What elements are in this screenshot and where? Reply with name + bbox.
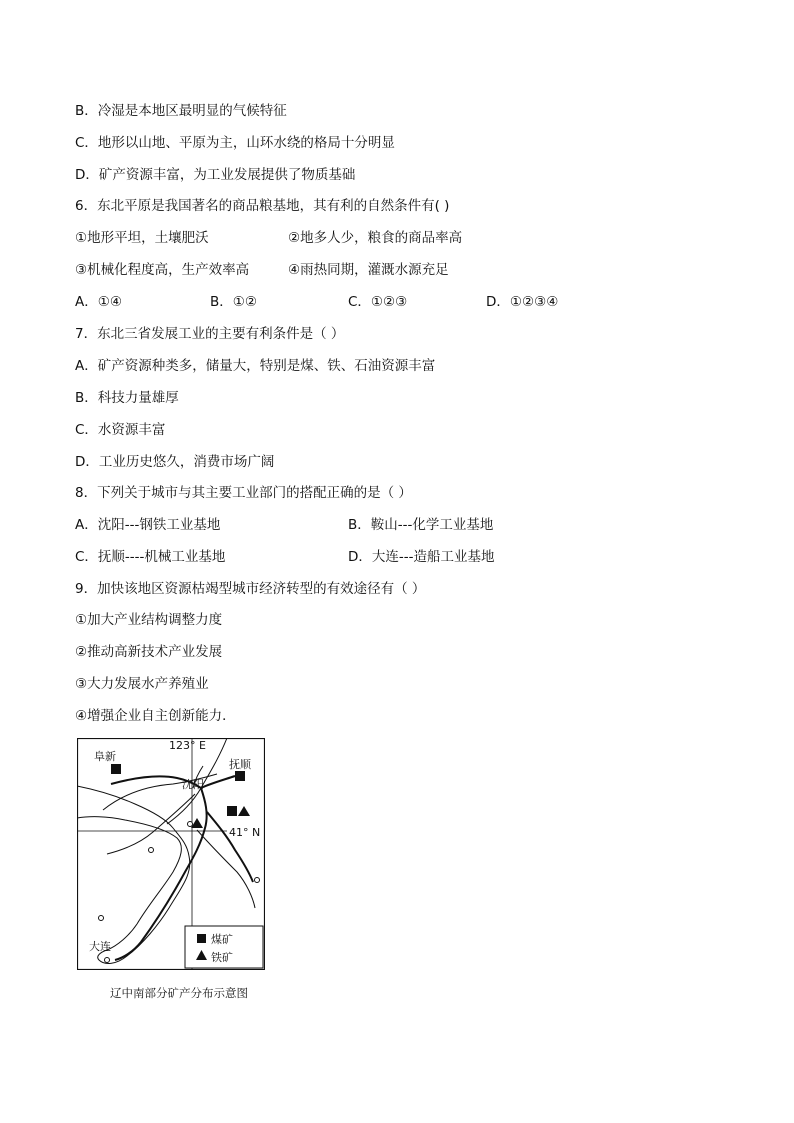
latitude-label: 41° N (229, 826, 261, 839)
q9-item-1: ①加大产业结构调整力度 (75, 612, 223, 628)
q9-item-4: ④增强企业自主创新能力． (75, 708, 236, 724)
town-marker (99, 916, 104, 921)
town-marker (255, 878, 260, 883)
q9-stem: 9．加快该地区资源枯竭型城市经济转型的有效途径有（ ） (75, 581, 426, 597)
coal-mine-icon (235, 771, 245, 781)
q5-option-b: B．冷湿是本地区最明显的气候特征 (75, 103, 287, 119)
legend-coal-icon (197, 934, 206, 943)
q8-stem: 8．下列关于城市与其主要工业部门的搭配正确的是（ ） (75, 485, 412, 501)
longitude-label: 123° E (169, 739, 206, 752)
city-label-fushun: 抚顺 (229, 758, 251, 771)
q5-option-c: C．地形以山地、平原为主，山环水绕的格局十分明显 (75, 135, 395, 151)
town-marker (149, 848, 154, 853)
q7-stem: 7．东北三省发展工业的主要有利条件是（ ） (75, 326, 345, 342)
q6-option-d: D．①②③④ (486, 294, 559, 310)
q6-item-1: ①地形平坦，土壤肥沃 (75, 230, 209, 246)
q9-item-2: ②推动高新技术产业发展 (75, 644, 223, 660)
q8-option-a: A．沈阳---钢铁工业基地 (75, 517, 221, 533)
q7-option-a: A．矿产资源种类多，储量大，特别是煤、铁、石油资源丰富 (75, 358, 436, 374)
q9-item-3: ③大力发展水产养殖业 (75, 676, 209, 692)
city-label-shenyang: 沈阳 (182, 778, 204, 791)
mineral-distribution-map (77, 738, 265, 970)
q6-item-2: ②地多人少，粮食的商品率高 (288, 230, 463, 246)
q7-option-c: C．水资源丰富 (75, 422, 166, 438)
q6-option-b: B．①② (210, 294, 257, 310)
legend-coal-label: 煤矿 (211, 933, 233, 946)
coal-mine-icon (227, 806, 237, 816)
q6-stem: 6．东北平原是我国著名的商品粮基地，其有利的自然条件有( ) (75, 198, 450, 214)
q6-item-3: ③机械化程度高，生产效率高 (75, 262, 250, 278)
q6-option-a: A．①④ (75, 294, 122, 310)
map-caption: 辽中南部分矿产分布示意图 (110, 986, 248, 1000)
legend-iron-label: 铁矿 (211, 951, 233, 964)
q8-option-c: C．抚顺----机械工业基地 (75, 549, 226, 565)
q7-option-b: B．科技力量雄厚 (75, 390, 179, 406)
town-marker (188, 822, 193, 827)
q5-option-d: D．矿产资源丰富，为工业发展提供了物质基础 (75, 167, 356, 183)
q8-option-b: B．鞍山---化学工业基地 (348, 517, 494, 533)
town-marker (105, 958, 110, 963)
q7-option-d: D．工业历史悠久，消费市场广阔 (75, 454, 275, 470)
q8-option-d: D．大连---造船工业基地 (348, 549, 495, 565)
coal-mine-icon (111, 764, 121, 774)
city-label-fuxin: 阜新 (94, 750, 116, 763)
q6-option-c: C．①②③ (348, 294, 408, 310)
q6-item-4: ④雨热同期，灌溉水源充足 (288, 262, 449, 278)
city-label-dalian: 大连 (89, 940, 111, 953)
